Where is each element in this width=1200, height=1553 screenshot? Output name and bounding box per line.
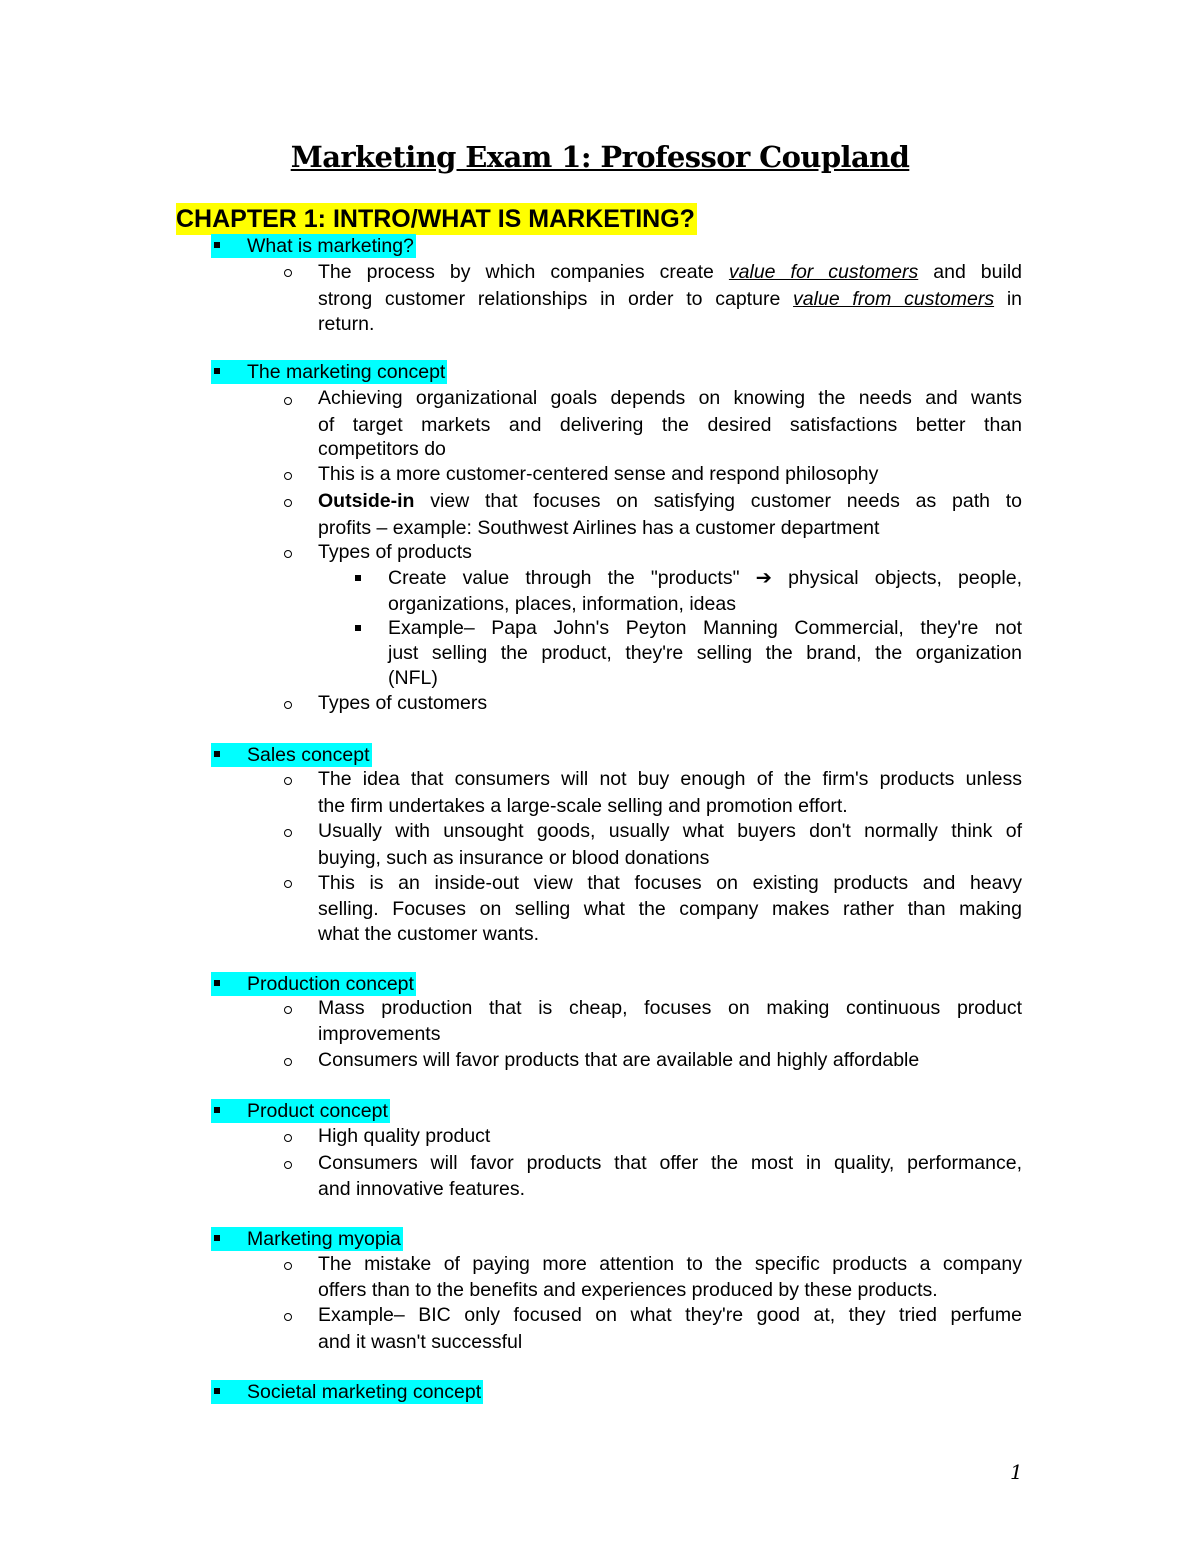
paragraph-line: competitors do [318, 438, 446, 460]
paragraph-line: improvements [318, 1023, 441, 1045]
paragraph-line: strong customer relationships in order to capture value from customers in [318, 288, 1023, 310]
circle-bullet-icon [284, 1058, 292, 1066]
circle-bullet-icon [284, 880, 292, 888]
paragraph-line: Example– Papa John's Peyton Manning Commercial, they're not [388, 617, 1022, 639]
paragraph-line: Types of customers [318, 692, 488, 714]
paragraph-line: return. [318, 313, 375, 335]
paragraph-line: Consumers will favor products that are available and highly affordable [318, 1049, 920, 1071]
square-bullet-icon [214, 751, 220, 757]
paragraph-line: The mistake of paying more attention to the specific products a company [318, 1253, 1022, 1275]
paragraph-line: the firm undertakes a large-scale selling and promotion effort. [318, 795, 848, 817]
section-heading-marketing-myopia: Marketing myopia [211, 1227, 403, 1251]
paragraph-line: of target markets and delivering the desired satisfactions better than [318, 414, 1022, 436]
circle-bullet-icon [284, 472, 292, 480]
paragraph-line: Example– BIC only focused on what they're good at, they tried perfume [318, 1304, 1022, 1326]
square-bullet-icon [214, 980, 220, 986]
paragraph-line: This is an inside-out view that focuses on existing products and heavy [318, 872, 1022, 894]
circle-bullet-icon [284, 1161, 292, 1169]
square-bullet-icon [214, 368, 220, 374]
page-number: 1 [1010, 1460, 1023, 1484]
circle-bullet-icon [284, 499, 292, 507]
paragraph-line: Mass production that is cheap, focuses on making continuous product [318, 997, 1022, 1019]
section-heading-what-is-marketing: What is marketing? [211, 234, 416, 258]
paragraph-line: Create value through the "products" ➔ physical objects, people, [388, 567, 1022, 589]
paragraph-line: buying, such as insurance or blood donations [318, 847, 710, 869]
circle-bullet-icon [284, 1134, 292, 1142]
paragraph-line: This is a more customer-centered sense and respond philosophy [318, 463, 879, 485]
square-bullet-icon [214, 1388, 220, 1394]
paragraph-line: Usually with unsought goods, usually what buyers don't normally think of [318, 820, 1022, 842]
paragraph-line: and it wasn't successful [318, 1331, 523, 1353]
circle-bullet-icon [284, 701, 292, 709]
square-bullet-icon [355, 575, 361, 581]
paragraph-line: Outside-in view that focuses on satisfying customer needs as path to [318, 490, 1022, 512]
paragraph-line: Types of products [318, 541, 472, 563]
circle-bullet-icon [284, 777, 292, 785]
paragraph-line: Consumers will favor products that offer the most in quality, performance, [318, 1152, 1022, 1174]
section-heading-marketing-concept: The marketing concept [211, 360, 447, 384]
section-heading-societal-marketing-concept: Societal marketing concept [211, 1380, 483, 1404]
document-title: Marketing Exam 1: Professor Coupland [290, 140, 910, 174]
paragraph-line: and innovative features. [318, 1178, 526, 1200]
section-heading-product-concept: Product concept [211, 1099, 390, 1123]
paragraph-line: profits – example: Southwest Airlines has a customer department [318, 517, 880, 539]
paragraph-line: organizations, places, information, ideas [388, 593, 736, 615]
section-heading-sales-concept: Sales concept [211, 743, 372, 767]
square-bullet-icon [355, 625, 361, 631]
circle-bullet-icon [284, 829, 292, 837]
paragraph-line: offers than to the benefits and experiences produced by these products. [318, 1279, 938, 1301]
paragraph-line: selling. Focuses on selling what the company makes rather than making [318, 898, 1022, 920]
circle-bullet-icon [284, 1313, 292, 1321]
section-heading-production-concept: Production concept [211, 972, 416, 996]
paragraph-line: The process by which companies create value for customers and build [318, 261, 1023, 283]
square-bullet-icon [214, 242, 220, 248]
circle-bullet-icon [284, 269, 292, 277]
circle-bullet-icon [284, 397, 292, 405]
paragraph-line: Achieving organizational goals depends on knowing the needs and wants [318, 387, 1022, 409]
paragraph-line: High quality product [318, 1125, 491, 1147]
circle-bullet-icon [284, 1262, 292, 1270]
square-bullet-icon [214, 1107, 220, 1113]
paragraph-line: what the customer wants. [318, 923, 540, 945]
square-bullet-icon [214, 1235, 220, 1241]
circle-bullet-icon [284, 550, 292, 558]
arrow-right-icon: ➔ [755, 567, 772, 589]
chapter-heading: CHAPTER 1: INTRO/WHAT IS MARKETING? [176, 205, 695, 233]
paragraph-line: just selling the product, they're selling the brand, the organization [388, 642, 1022, 664]
paragraph-line: (NFL) [388, 667, 438, 689]
paragraph-line: The idea that consumers will not buy enough of the firm's products unless [318, 768, 1022, 790]
circle-bullet-icon [284, 1006, 292, 1014]
